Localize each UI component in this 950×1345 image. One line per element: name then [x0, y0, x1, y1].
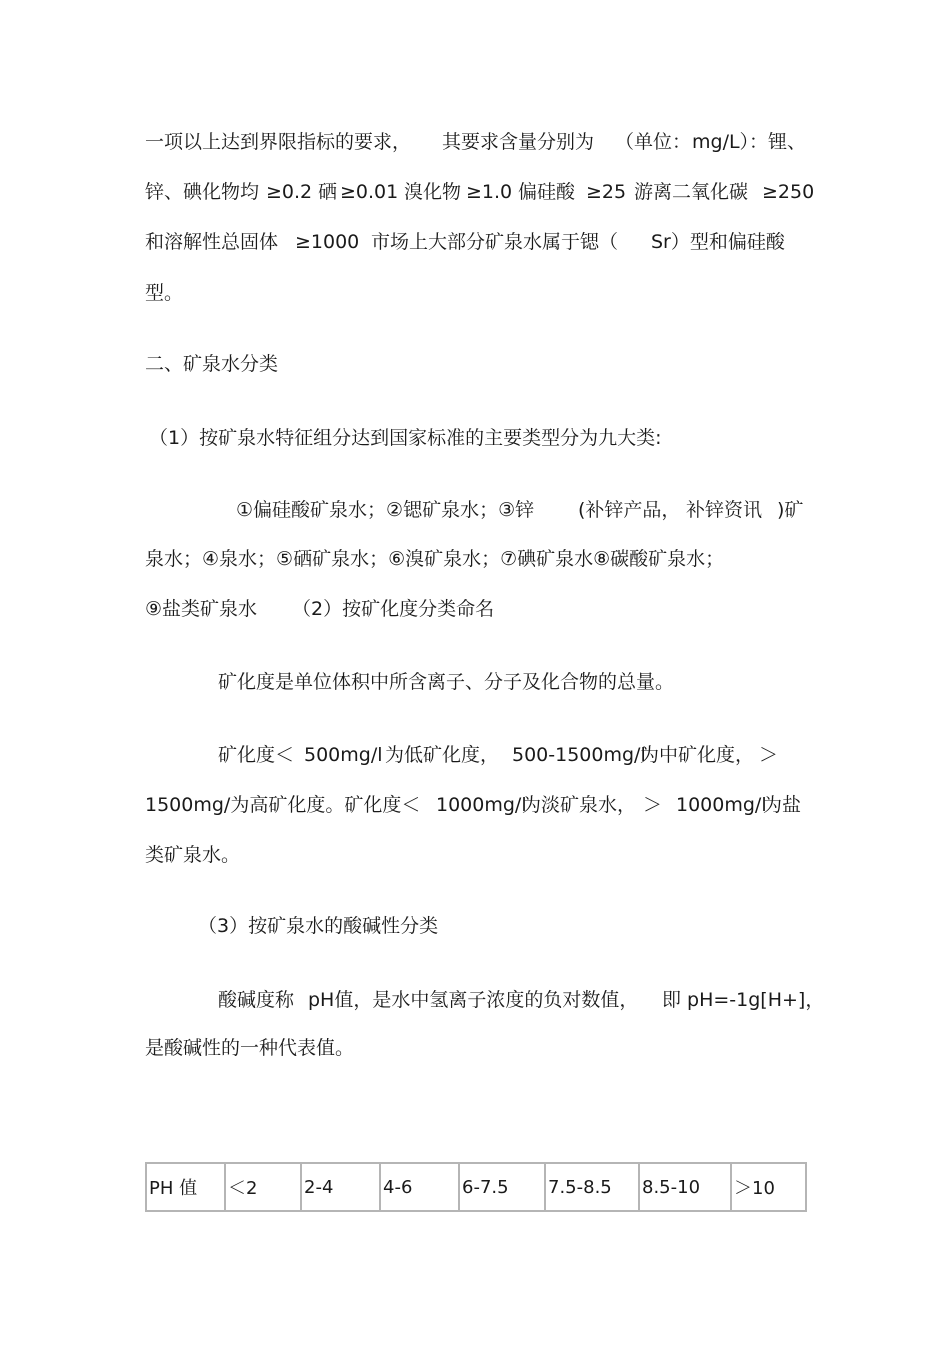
text-fragment: 市场上大部分矿泉水属于锶（ — [371, 231, 619, 253]
text-fragment: 即 pH=-1g[H+]， — [662, 989, 825, 1011]
section-2-heading: 二、矿泉水分类 — [145, 353, 279, 375]
text-fragment: （2）按矿化度分类命名 — [292, 598, 495, 620]
table-cell: 7.5-8.5 — [545, 1163, 639, 1211]
text-fragment: 矿化度是单位体积中所含离子、分子及化合物的总量。 — [218, 671, 675, 693]
text-fragment: 偏硅酸 — [518, 181, 576, 203]
text-fragment: ≥250 — [762, 181, 815, 203]
text-fragment: 为低矿化度， — [385, 744, 500, 766]
text-fragment: ≥1.0 — [466, 181, 513, 203]
text-fragment: 硒 — [318, 181, 338, 203]
text-fragment: )矿 — [777, 499, 804, 521]
text-fragment: 泉水；④泉水；⑤硒矿泉水；⑥溴矿泉水；⑦碘矿泉水⑧碳酸矿泉水； — [145, 548, 725, 570]
text-fragment: （单位： — [615, 131, 692, 153]
text-fragment: ≥1000 — [295, 231, 360, 253]
text-fragment: Sr）型和偏硅酸 — [651, 231, 785, 253]
text-fragment: 500-1500mg/l — [512, 744, 646, 766]
text-fragment: （3）按矿泉水的酸碱性分类 — [198, 915, 439, 937]
table-cell: 4-6 — [380, 1163, 459, 1211]
ph-table — [145, 1162, 807, 1212]
text-fragment: ＞ — [643, 794, 663, 816]
text-fragment: ≥25 — [586, 181, 627, 203]
text-fragment: 一项以上达到界限指标的要求， — [145, 131, 412, 153]
text-fragment: pH值，是水中氢离子浓度的负对数值， — [308, 989, 639, 1011]
text-fragment: 型。 — [145, 282, 184, 304]
text-fragment: 和溶解性总固体 — [145, 231, 279, 253]
text-fragment: 游离二氧化碳 — [634, 181, 749, 203]
table-cell: 8.5-10 — [639, 1163, 731, 1211]
text-fragment: （1）按矿泉水特征组分达到国家标准的主要类型分为九大类: — [149, 427, 662, 449]
text-fragment: ≥0.2 — [266, 181, 313, 203]
text-fragment: 1500mg/为高矿化度。矿化度＜ — [145, 794, 421, 816]
text-fragment: 补锌资讯 — [686, 499, 763, 521]
table-cell: 6-7.5 — [459, 1163, 545, 1211]
text-fragment: 为中矿化度， — [640, 744, 755, 766]
text-fragment: 为淡矿泉水， — [522, 794, 637, 816]
text-fragment: ＞ — [759, 744, 779, 766]
text-fragment: ⑨盐类矿泉水 — [145, 598, 258, 620]
table-cell: ＜2 — [225, 1163, 301, 1211]
table-cell: 2-4 — [301, 1163, 380, 1211]
text-fragment: ①偏硅酸矿泉水；②锶矿泉水；③锌 — [236, 499, 535, 521]
text-fragment: 锌、碘化物均 — [145, 181, 260, 203]
text-fragment: 类矿泉水。 — [145, 844, 241, 866]
table-row — [146, 1163, 806, 1211]
text-fragment: 矿化度＜ — [218, 744, 295, 766]
text-fragment: 溴化物 — [404, 181, 462, 203]
text-fragment: mg/L）：锂、 — [692, 131, 807, 153]
text-fragment: 其要求含量分别为 — [442, 131, 595, 153]
text-fragment: (补锌产品， — [578, 499, 681, 521]
text-fragment: 1000mg/l — [436, 794, 527, 816]
text-fragment: 500mg/l — [304, 744, 383, 766]
text-fragment: 酸碱度称 — [218, 989, 295, 1011]
table-cell: PH 值 — [146, 1163, 225, 1211]
table-cell: ＞10 — [731, 1163, 806, 1211]
text-fragment: ≥0.01 — [340, 181, 399, 203]
text-fragment: 1000mg/l — [676, 794, 767, 816]
text-fragment: 为盐 — [763, 794, 802, 816]
text-fragment: 是酸碱性的一种代表值。 — [145, 1037, 355, 1059]
